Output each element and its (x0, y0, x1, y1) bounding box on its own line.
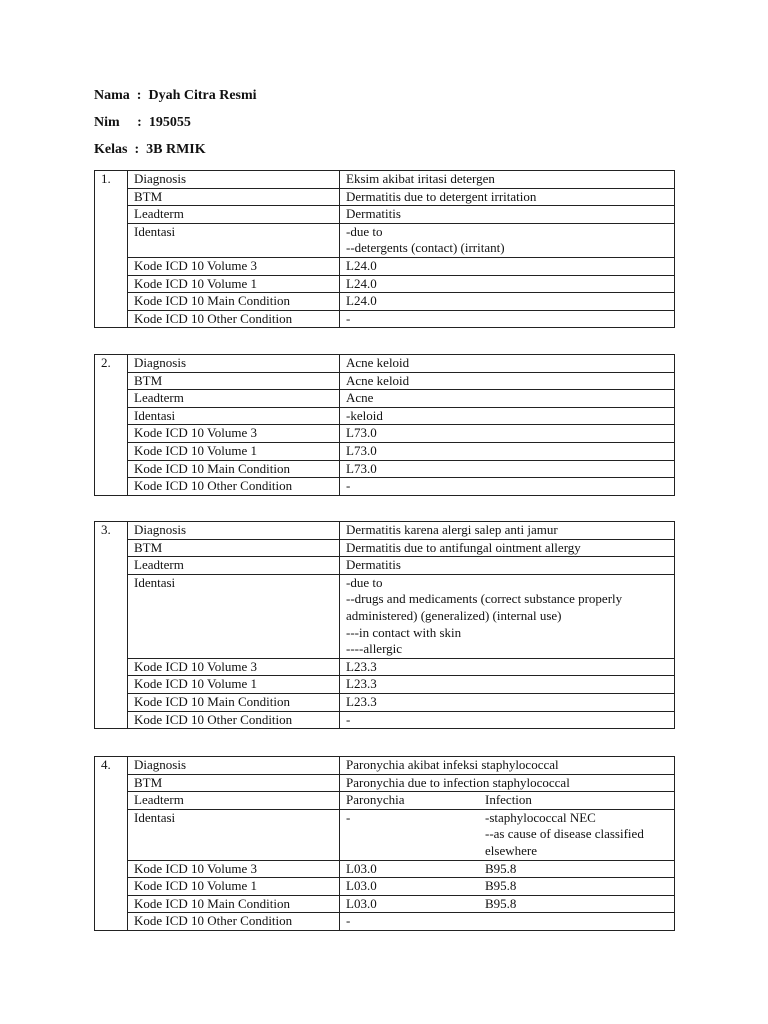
row-diagnosis (95, 171, 675, 189)
value-other: - (340, 478, 675, 496)
label-vol1: Kode ICD 10 Volume 1 (128, 442, 340, 460)
record-number: 2. (95, 355, 128, 496)
label-vol1: Kode ICD 10 Volume 1 (128, 275, 340, 293)
identasi-line: ----allergic (346, 641, 403, 657)
vol1-primary: L03.0 (346, 878, 377, 894)
label-leadterm: Leadterm (128, 206, 340, 224)
row-btm (95, 539, 675, 557)
row-identasi (95, 407, 675, 425)
label-diagnosis: Diagnosis (128, 757, 340, 775)
label-identasi: Identasi (128, 223, 340, 257)
row-other (95, 913, 675, 931)
row-main (95, 460, 675, 478)
value-identasi (340, 223, 675, 257)
value-vol3: L73.0 (340, 425, 675, 443)
vol3-primary: L03.0 (346, 860, 377, 876)
row-vol1 (95, 878, 675, 896)
value-leadterm (340, 792, 675, 810)
record-table-2 (94, 354, 675, 496)
row-btm (95, 188, 675, 206)
row-leadterm (95, 206, 675, 224)
leadterm-secondary: Infection (485, 792, 532, 808)
record-table-4 (94, 756, 675, 931)
student-header (94, 86, 257, 167)
nama-label: Nama (94, 88, 130, 103)
value-leadterm: Dermatitis (340, 557, 675, 575)
row-identasi (95, 574, 675, 658)
main-primary: L03.0 (346, 895, 377, 911)
row-identasi (95, 809, 675, 860)
row-other (95, 310, 675, 328)
label-vol3: Kode ICD 10 Volume 3 (128, 658, 340, 676)
kelas-value: 3B RMIK (146, 142, 206, 157)
row-btm (95, 372, 675, 390)
value-identasi (340, 809, 675, 860)
value-vol1: L73.0 (340, 442, 675, 460)
nama-value: Dyah Citra Resmi (148, 88, 257, 103)
value-main: L24.0 (340, 293, 675, 311)
leadterm-primary: Paronychia (346, 792, 405, 808)
row-vol3 (95, 257, 675, 275)
label-main: Kode ICD 10 Main Condition (128, 293, 340, 311)
label-other: Kode ICD 10 Other Condition (128, 310, 340, 328)
row-vol1 (95, 275, 675, 293)
label-other: Kode ICD 10 Other Condition (128, 711, 340, 729)
row-main (95, 895, 675, 913)
label-other: Kode ICD 10 Other Condition (128, 913, 340, 931)
label-vol1: Kode ICD 10 Volume 1 (128, 878, 340, 896)
row-identasi (95, 223, 675, 257)
row-vol3 (95, 860, 675, 878)
record-number: 3. (95, 522, 128, 729)
identasi-line: --drugs and medicaments (correct substance properly (346, 591, 623, 607)
value-diagnosis: Eksim akibat iritasi detergen (340, 171, 675, 189)
value-vol1: L24.0 (340, 275, 675, 293)
row-leadterm (95, 557, 675, 575)
row-other (95, 478, 675, 496)
row-main (95, 693, 675, 711)
record-table-3 (94, 521, 675, 729)
value-btm: Dermatitis due to antifungal ointment allergy (340, 539, 675, 557)
nim-value: 195055 (148, 115, 191, 130)
nama-line: Nama : Dyah Citra Resmi (94, 86, 257, 113)
row-diagnosis (95, 355, 675, 373)
label-diagnosis: Diagnosis (128, 522, 340, 540)
kelas-line: Kelas : 3B RMIK (94, 140, 257, 167)
value-btm: Dermatitis due to detergent irritation (340, 188, 675, 206)
row-leadterm (95, 390, 675, 408)
identasi-line: -due to (346, 574, 383, 590)
label-identasi: Identasi (128, 407, 340, 425)
row-vol3 (95, 658, 675, 676)
row-vol3 (95, 425, 675, 443)
row-btm (95, 774, 675, 792)
value-diagnosis: Dermatitis karena alergi salep anti jamur (340, 522, 675, 540)
record-number: 1. (95, 171, 128, 328)
value-btm: Paronychia due to infection staphylococcal (340, 774, 675, 792)
main-secondary: B95.8 (485, 895, 517, 911)
value-vol3 (340, 860, 675, 878)
value-vol3: L24.0 (340, 257, 675, 275)
identasi-line: -due to (346, 223, 383, 239)
value-other: - (340, 913, 675, 931)
row-diagnosis (95, 757, 675, 775)
value-leadterm: Acne (340, 390, 675, 408)
label-vol3: Kode ICD 10 Volume 3 (128, 425, 340, 443)
row-main (95, 293, 675, 311)
label-diagnosis: Diagnosis (128, 355, 340, 373)
label-main: Kode ICD 10 Main Condition (128, 460, 340, 478)
label-leadterm: Leadterm (128, 792, 340, 810)
nim-label: Nim (94, 115, 120, 130)
value-vol1: L23.3 (340, 676, 675, 694)
label-vol3: Kode ICD 10 Volume 3 (128, 860, 340, 878)
record-number: 4. (95, 757, 128, 931)
kelas-label: Kelas (94, 142, 128, 157)
value-vol1 (340, 878, 675, 896)
value-diagnosis: Paronychia akibat infeksi staphylococcal (340, 757, 675, 775)
identasi-primary: - (346, 809, 351, 825)
row-diagnosis (95, 522, 675, 540)
label-btm: BTM (128, 774, 340, 792)
value-vol3: L23.3 (340, 658, 675, 676)
row-vol1 (95, 442, 675, 460)
nim-line: Nim : 195055 (94, 113, 257, 140)
value-main: L73.0 (340, 460, 675, 478)
vol1-secondary: B95.8 (485, 878, 517, 894)
row-leadterm (95, 792, 675, 810)
identasi-line: --detergents (contact) (irritant) (346, 240, 505, 256)
value-other: - (340, 711, 675, 729)
label-vol3: Kode ICD 10 Volume 3 (128, 257, 340, 275)
label-main: Kode ICD 10 Main Condition (128, 693, 340, 711)
label-other: Kode ICD 10 Other Condition (128, 478, 340, 496)
identasi-line: ---in contact with skin (346, 624, 462, 640)
label-diagnosis: Diagnosis (128, 171, 340, 189)
label-vol1: Kode ICD 10 Volume 1 (128, 676, 340, 694)
identasi-line: -staphylococcal NEC (485, 809, 596, 825)
label-leadterm: Leadterm (128, 390, 340, 408)
identasi-line: -keloid (346, 407, 383, 423)
row-vol1 (95, 676, 675, 694)
label-btm: BTM (128, 188, 340, 206)
label-main: Kode ICD 10 Main Condition (128, 895, 340, 913)
label-btm: BTM (128, 539, 340, 557)
label-leadterm: Leadterm (128, 557, 340, 575)
value-diagnosis: Acne keloid (340, 355, 675, 373)
label-btm: BTM (128, 372, 340, 390)
value-identasi (340, 574, 675, 658)
vol3-secondary: B95.8 (485, 860, 517, 876)
identasi-line: administered) (generalized) (internal use) (346, 607, 562, 623)
value-other: - (340, 310, 675, 328)
row-other (95, 711, 675, 729)
record-table-1 (94, 170, 675, 328)
value-main: L23.3 (340, 693, 675, 711)
label-identasi: Identasi (128, 809, 340, 860)
value-identasi (340, 407, 675, 425)
value-main (340, 895, 675, 913)
value-btm: Acne keloid (340, 372, 675, 390)
identasi-secondary (485, 810, 668, 860)
label-identasi: Identasi (128, 574, 340, 658)
value-leadterm: Dermatitis (340, 206, 675, 224)
identasi-line: --as cause of disease classified elsewhere (485, 826, 644, 858)
